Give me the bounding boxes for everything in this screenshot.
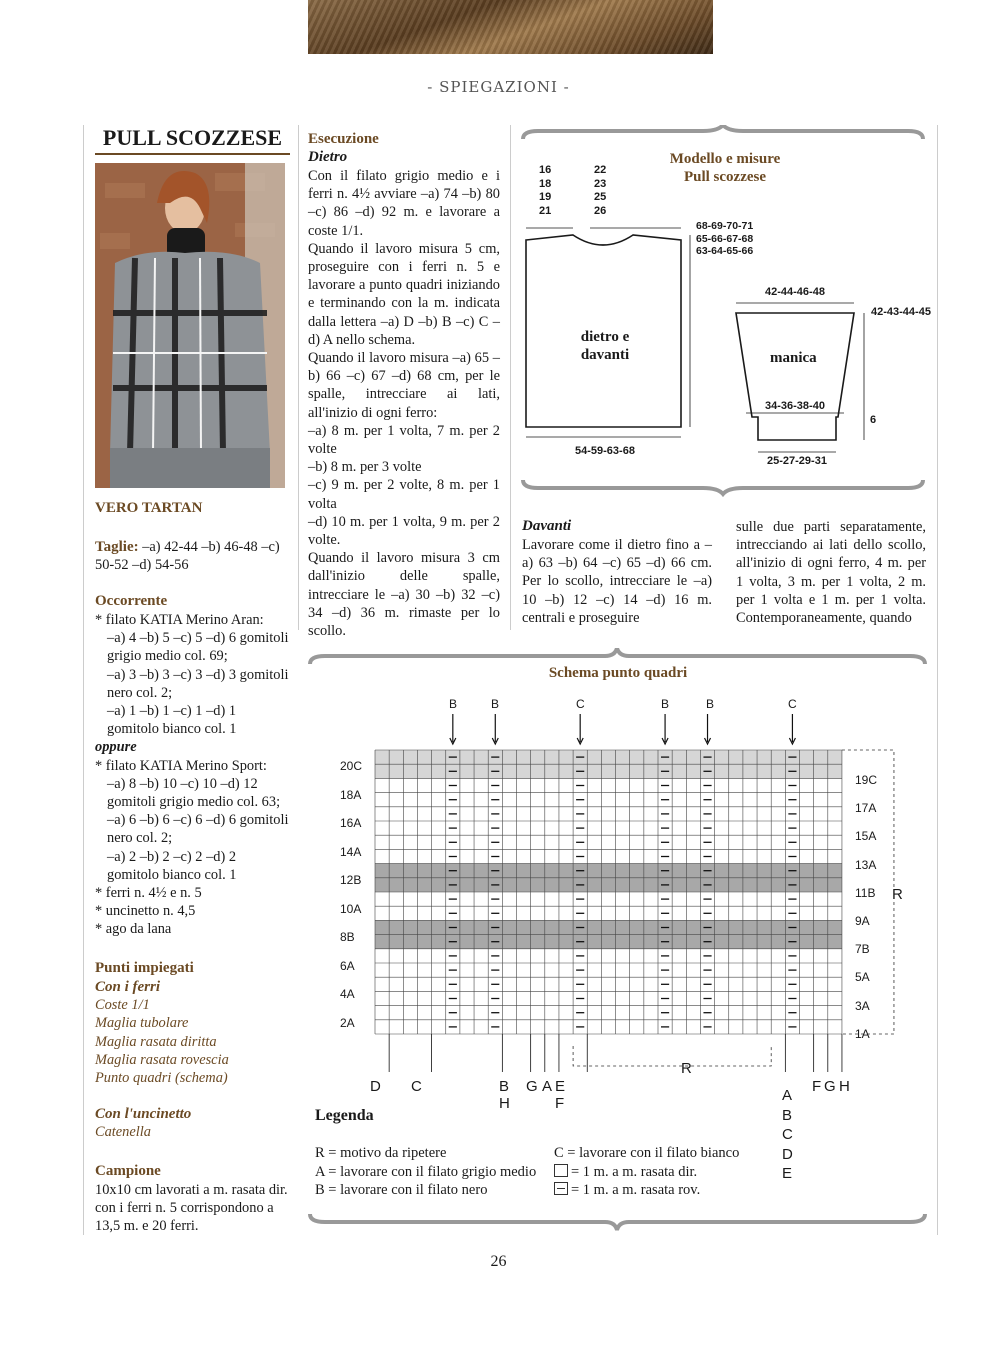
sizes-value: –a) 42-44 –b) 46-48 –c) 50-52 –d) 54-56 bbox=[95, 539, 280, 574]
row-label: 19C bbox=[855, 773, 878, 787]
row-label: 3A bbox=[855, 998, 870, 1013]
legend-item: B = lavorare con il filato nero bbox=[315, 1182, 488, 1198]
material-item: –a) 3 –b) 3 –c) 3 –d) 3 gomitoli nero col. 2; bbox=[107, 666, 289, 701]
body-width-measure: 54-59-63-68 bbox=[575, 445, 635, 457]
body-label: dietro e davanti bbox=[580, 329, 630, 363]
section-header: - SPIEGAZIONI - bbox=[427, 78, 570, 96]
instruction-paragraph: Quando il lavoro misura 3 cm dall'inizio delle spalle, intrecciare le –a) 30 –b) 32 –c) 34 –d) 36 m. rimaste per lo scollo. bbox=[308, 550, 500, 640]
diagram-title-line: Modello e misure bbox=[669, 151, 781, 167]
measure: 26 bbox=[594, 204, 607, 217]
row-label: 17A bbox=[855, 801, 877, 816]
shaded-row bbox=[375, 878, 842, 892]
legend-right bbox=[554, 1144, 739, 1200]
col-label: C bbox=[788, 697, 797, 711]
measure: 18 bbox=[539, 177, 552, 190]
material-item: * uncinetto n. 4,5 bbox=[95, 903, 196, 920]
col-label: B bbox=[706, 697, 715, 711]
bottom-label: F bbox=[555, 1095, 565, 1112]
front-text-2: sulle due parti separatamente, intrecciando ai lati dello scollo, all'inizio di ogni ferro, 4 m. per 1 volta, 3 m. per 1 volta, 2 m. per 1 volta e 1 m. per 1 volta. Contemporaneamente, quando bbox=[736, 519, 926, 627]
stitch-item: Catenella bbox=[95, 1124, 151, 1141]
page-number: 26 bbox=[490, 1253, 507, 1270]
brace-bottom bbox=[310, 1214, 925, 1230]
repeat-label-bottom: R bbox=[681, 1060, 692, 1077]
measure: 68-69-70-71 bbox=[696, 220, 754, 232]
bottom-label: E bbox=[555, 1078, 566, 1095]
stitches-heading: Punti impiegati bbox=[95, 960, 194, 976]
col-label: C bbox=[576, 697, 585, 711]
subtitle: VERO TARTAN bbox=[95, 500, 203, 516]
legend-item-knit bbox=[554, 1163, 739, 1182]
row-label: 15A bbox=[855, 829, 877, 844]
row-label: 10A bbox=[340, 901, 362, 916]
measure: 16 bbox=[539, 164, 552, 176]
row-label: 4A bbox=[340, 987, 355, 1001]
brace-top bbox=[310, 648, 925, 664]
page-title: PULL SCOZZESE bbox=[95, 125, 290, 155]
repeat-bracket bbox=[573, 1046, 771, 1066]
bottom-label: H bbox=[839, 1078, 850, 1095]
measure: 65-66-67-68 bbox=[696, 232, 754, 245]
cuff-width-measure: 25-27-29-31 bbox=[767, 455, 827, 467]
material-item: * ago da lana bbox=[95, 921, 172, 938]
material-item: –a) 4 –b) 5 –c) 5 –d) 6 gomitoli grigio medio col. 69; bbox=[107, 630, 289, 665]
front-text-1: Lavorare come il dietro fino a –a) 63 –b) 64 –c) 65 –d) 66 cm. Per lo scollo, intrecciare le –a) 10 –b) 12 –c) 14 –d) 16 m. centrali e proseguire bbox=[522, 537, 712, 626]
model-photo bbox=[95, 163, 285, 488]
header-photo bbox=[308, 0, 713, 54]
instruction-paragraph: –d) 10 m. per 1 volta, 9 m. per 2 volte. bbox=[308, 513, 500, 549]
col-label: B bbox=[491, 697, 500, 711]
row-label: 13A bbox=[855, 857, 877, 872]
bottom-label: D bbox=[782, 1145, 793, 1163]
sleeve-outline bbox=[736, 313, 854, 440]
row-label: 11B bbox=[855, 885, 876, 900]
bottom-label: G bbox=[526, 1078, 538, 1095]
stitches-list bbox=[95, 978, 290, 1142]
row-label: 7B bbox=[855, 942, 870, 957]
chart-title: Schema punto quadri bbox=[548, 665, 688, 681]
col-label: B bbox=[449, 697, 458, 711]
instruction-paragraph: –a) 8 m. per 1 volta, 7 m. per 2 volte bbox=[308, 422, 500, 458]
materials-heading: Occorrente bbox=[95, 593, 168, 609]
instruction-paragraph: –b) 8 m. per 3 volte bbox=[308, 459, 422, 476]
legend-text: = 1 m. a m. rasata dir. bbox=[571, 1163, 698, 1180]
stitch-item: Punto quadri (schema) bbox=[95, 1070, 228, 1087]
row-label: 8B bbox=[340, 930, 355, 944]
stitch-item: Maglia rasata rovescia bbox=[95, 1051, 229, 1068]
bottom-label: C bbox=[782, 1126, 793, 1143]
instruction-paragraph: Quando il lavoro misura –a) 65 –b) 66 –c) 67 –d) 68 cm, per le spalle, intrecciare ai lati, all'inizio di ogni ferro: bbox=[308, 350, 500, 421]
legend-item: R = motivo da ripetere bbox=[315, 1145, 447, 1161]
back-instructions bbox=[308, 167, 500, 640]
material-item: * filato KATIA Merino Sport: bbox=[95, 757, 267, 774]
body-height-measures bbox=[696, 220, 753, 258]
instruction-paragraph: –c) 9 m. per 2 volte, 8 m. per 1 volta bbox=[308, 477, 500, 512]
stitch-item: Maglia rasata diritta bbox=[95, 1033, 217, 1050]
col-label: B bbox=[661, 697, 670, 711]
instruction-paragraph: Con il filato grigio medio e i ferri n. 4½ avviare –a) 74 –b) 80 –c) 86 –d) 92 m. e lavorare a coste 1/1. bbox=[308, 168, 500, 239]
brace-bottom bbox=[523, 480, 923, 494]
row-label: 1A bbox=[855, 1026, 870, 1041]
legend-item: C = lavorare con il filato bianco bbox=[554, 1145, 740, 1161]
stitch-grid bbox=[375, 714, 894, 1072]
bottom-label: A bbox=[542, 1078, 553, 1095]
bottom-label-stack bbox=[499, 1078, 510, 1112]
shaded-row bbox=[375, 750, 842, 764]
measure: 19 bbox=[539, 191, 552, 203]
sizes bbox=[95, 538, 290, 574]
bottom-label: A bbox=[782, 1087, 793, 1104]
legend-heading: Legenda bbox=[315, 1107, 374, 1124]
sizes-label: Taglie: bbox=[95, 539, 139, 555]
brace-top bbox=[523, 125, 923, 139]
diagram-title bbox=[620, 150, 830, 186]
legend-left bbox=[315, 1144, 536, 1200]
gauge-heading: Campione bbox=[95, 1163, 161, 1179]
row-label: 5A bbox=[855, 970, 870, 985]
measure: 63-64-65-66 bbox=[696, 245, 754, 257]
measure: 22 bbox=[594, 164, 607, 176]
oppure-label: oppure bbox=[95, 739, 137, 756]
divider bbox=[83, 125, 84, 1235]
material-item: –a) 2 –b) 2 –c) 2 –d) 2 gomitolo bianco col. 1 bbox=[107, 848, 237, 883]
sleeve-label: manica bbox=[770, 350, 817, 366]
legend-item: A = lavorare con il filato grigio medio bbox=[315, 1163, 537, 1180]
with-needles: Con i ferri bbox=[95, 979, 161, 995]
bottom-label: B bbox=[499, 1078, 510, 1095]
divider bbox=[298, 125, 299, 630]
row-label: 2A bbox=[340, 1015, 355, 1030]
material-item: –a) 1 –b) 1 –c) 1 –d) 1 gomitolo bianco col. 1 bbox=[107, 703, 237, 738]
bottom-label-stack bbox=[782, 1086, 793, 1184]
material-item: –a) 8 –b) 10 –c) 10 –d) 12 gomitoli grigio medio col. 63; bbox=[107, 775, 281, 811]
stitch-item: Maglia tubolare bbox=[95, 1015, 189, 1032]
row-label: 9A bbox=[855, 914, 870, 929]
measure: 25 bbox=[594, 191, 607, 203]
materials-list bbox=[95, 611, 290, 939]
knit-square-icon bbox=[554, 1164, 568, 1177]
shoulder-measures-b bbox=[594, 164, 614, 218]
shoulder-measures-a bbox=[539, 164, 559, 218]
with-hook: Con l'uncinetto bbox=[95, 1106, 192, 1123]
right-row-labels bbox=[855, 766, 877, 1048]
sleeve-length-measure: 42-43-44-45 bbox=[871, 306, 931, 318]
diagram-title-line: Pull scozzese bbox=[683, 169, 767, 185]
row-label: 18A bbox=[340, 787, 362, 802]
shaded-row bbox=[375, 935, 842, 949]
shaded-row bbox=[375, 864, 842, 878]
front-heading: Davanti bbox=[522, 518, 572, 534]
row-label: 14A bbox=[340, 844, 362, 859]
bottom-label: F bbox=[812, 1078, 822, 1095]
gauge-text: 10x10 cm lavorati a m. rasata dir. con i ferri n. 5 corrispondono a 13,5 m. e 20 ferri. bbox=[95, 1182, 288, 1235]
row-label: 20C bbox=[340, 759, 363, 773]
bottom-label: C bbox=[411, 1078, 422, 1095]
measure: 23 bbox=[594, 177, 607, 190]
row-label: 6A bbox=[340, 958, 355, 973]
shaded-row bbox=[375, 920, 842, 934]
bottom-label-stack bbox=[555, 1078, 565, 1112]
row-label: 16A bbox=[340, 816, 362, 830]
bottom-label: H bbox=[499, 1095, 510, 1112]
material-item: –a) 6 –b) 6 –c) 6 –d) 6 gomitoli nero col. 2; bbox=[107, 812, 289, 847]
repeat-label-right: R bbox=[892, 886, 903, 903]
row-label: 12B bbox=[340, 873, 362, 887]
legend-item-purl bbox=[554, 1181, 739, 1200]
measure: 21 bbox=[539, 204, 552, 217]
shaded-row bbox=[375, 764, 842, 778]
back-heading: Dietro bbox=[308, 149, 348, 165]
stitch-item: Coste 1/1 bbox=[95, 997, 150, 1014]
instruction-paragraph: Quando il lavoro misura 5 cm, proseguire con i ferri n. 5 e lavorare a punto quadri iniziando e terminando con la m. indicata dalla lettera –a) D –b) B –c) C –d) A nello schema. bbox=[308, 240, 500, 348]
purl-square-icon bbox=[554, 1182, 568, 1195]
execution-heading: Esecuzione bbox=[308, 131, 379, 147]
sleeve-mid-measure: 34-36-38-40 bbox=[765, 400, 825, 412]
material-item: * filato KATIA Merino Aran: bbox=[95, 612, 264, 628]
sleeve-top-measure: 42-44-46-48 bbox=[765, 286, 825, 298]
bottom-label: E bbox=[782, 1165, 793, 1182]
bottom-label: G bbox=[824, 1078, 836, 1095]
legend-text: = 1 m. a m. rasata rov. bbox=[571, 1182, 701, 1198]
divider bbox=[510, 125, 511, 630]
bottom-label: B bbox=[782, 1106, 793, 1124]
bottom-label: D bbox=[370, 1078, 381, 1095]
cuff-height-measure: 6 bbox=[870, 414, 877, 426]
left-row-labels bbox=[340, 752, 362, 1037]
material-item: * ferri n. 4½ e n. 5 bbox=[95, 885, 202, 902]
